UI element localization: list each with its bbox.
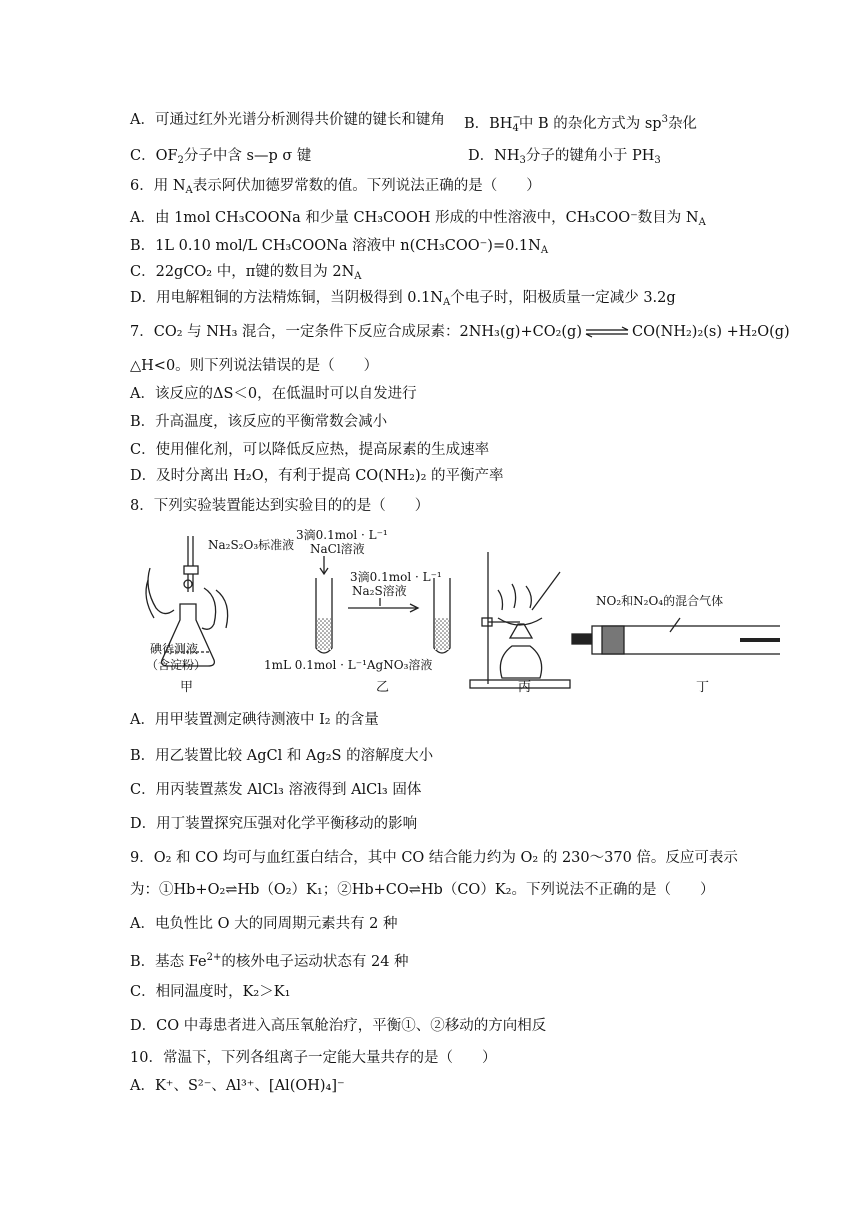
q7-stem: 7．CO₂ 与 NH₃ 混合，一定条件下反应合成尿素：2NH₃(g)+CO₂(g) CO(NH₂)₂(s) +H₂O(g)	[130, 324, 790, 340]
q9-stem-2: 为：①Hb+O₂⇌Hb（O₂）K₁；②Hb+CO⇌Hb（CO）K₂。下列说法不正确的是（ ）	[130, 882, 715, 898]
q8-option-b: B．用乙装置比较 AgCl 和 Ag₂S 的溶解度大小	[130, 748, 434, 764]
q5-option-b: B．BH − $_4$中 B 的杂化方式为 $sp^3$杂化	[464, 112, 697, 134]
yi-label-na2s-amount: 3滴0.1mol · L⁻¹	[350, 570, 442, 584]
q8-stem: 8．下列实验装置能达到实验目的的是（ ）	[130, 498, 430, 514]
yi-label-nacl-amount: 3滴0.1mol · L⁻¹	[296, 528, 388, 542]
q8-option-d: D．用丁装置探究压强对化学平衡移动的影响	[130, 816, 418, 832]
q8-option-c: C．用丙装置蒸发 AlCl₃ 溶液得到 AlCl₃ 固体	[130, 782, 422, 798]
q9-option-c: C．相同温度时，K₂＞K₁	[130, 984, 291, 1000]
caption-ding: 丁	[696, 680, 710, 695]
yi-label-nacl: NaCl溶液	[310, 542, 365, 556]
equilibrium-arrow-icon	[584, 326, 630, 338]
q7-option-d: D．及时分离出 H₂O，有利于提高 CO(NH₂)₂ 的平衡产率	[130, 468, 504, 484]
q6-stem: 6．用 $N_A$表示阿伏加德罗常数的值。下列说法正确的是（ ）	[130, 178, 541, 196]
q7-option-b: B．升高温度，该反应的平衡常数会减小	[130, 414, 388, 430]
q5-option-c: C．$OF_2$分子中含 s—p σ 键	[130, 148, 312, 166]
caption-bing: 丙	[518, 680, 532, 695]
syringe	[572, 618, 780, 654]
caption-jia: 甲	[180, 680, 194, 695]
caption-yi: 乙	[376, 680, 390, 695]
jia-label-titrant: Na₂S₂O₃标准液	[208, 538, 295, 552]
ding-label-gas: NO₂和N₂O₄的混合气体	[596, 594, 724, 608]
jia-label-starch: （含淀粉）	[146, 658, 207, 672]
q10-stem: 10．常温下，下列各组离子一定能大量共存的是（ ）	[130, 1050, 497, 1066]
q5-option-a: A．可通过红外光谱分析测得共价键的键长和键角	[130, 112, 445, 128]
q7-stem-2: △H<0。则下列说法错误的是（ ）	[130, 358, 379, 374]
q6-option-d: D．用电解粗铜的方法精炼铜，当阴极得到 $0.1N_A$个电子时，阳极质量一定减少 3.2g	[130, 290, 676, 308]
q7-option-c: C．使用催化剂，可以降低反应热，提高尿素的生成速率	[130, 442, 490, 458]
evaporation-apparatus	[470, 552, 570, 688]
q7-option-a: A．该反应的ΔS＜0，在低温时可以自发进行	[130, 386, 417, 402]
q10-option-a: A．K⁺、S²⁻、Al³⁺、[Al(OH)₄]⁻	[130, 1078, 345, 1094]
q8-option-a: A．用甲装置测定碘待测液中 I₂ 的含量	[130, 712, 379, 728]
q9-stem-1: 9．O₂ 和 CO 均可与血红蛋白结合，其中 CO 结合能力约为 O₂ 的 230～370 倍。反应可表示	[130, 850, 738, 866]
apparatus-drawing	[140, 528, 780, 696]
q5-option-d: D．$NH_3$分子的键角小于 $PH_3$	[468, 148, 661, 166]
q9-option-b: B．基态 $Fe^{2+}$的核外电子运动状态有 24 种	[130, 952, 409, 970]
q6-option-a: A．由 1mol CH₃COONa 和少量 CH₃COOH 形成的中性溶液中，CH₃COO⁻数目为 $N_A$	[130, 210, 706, 228]
q9-option-d: D．CO 中毒患者进入高压氧舱治疗，平衡①、②移动的方向相反	[130, 1018, 547, 1034]
yi-label-agno3: 1mL 0.1mol · L⁻¹AgNO₃溶液	[264, 658, 433, 672]
q6-option-b: B．1L 0.10 mol/L CH₃COONa 溶液中 $n(CH_3COO^-)=0.1N_A$	[130, 238, 549, 256]
yi-label-na2s: Na₂S溶液	[352, 584, 407, 598]
q8-apparatus-figure	[140, 528, 780, 696]
q6-option-c: C．22gCO₂ 中，π键的数目为 $2N_A$	[130, 264, 362, 282]
q9-option-a: A．电负性比 O 大的同周期元素共有 2 种	[130, 916, 398, 932]
jia-label-analyte: 碘待测液	[150, 642, 199, 656]
